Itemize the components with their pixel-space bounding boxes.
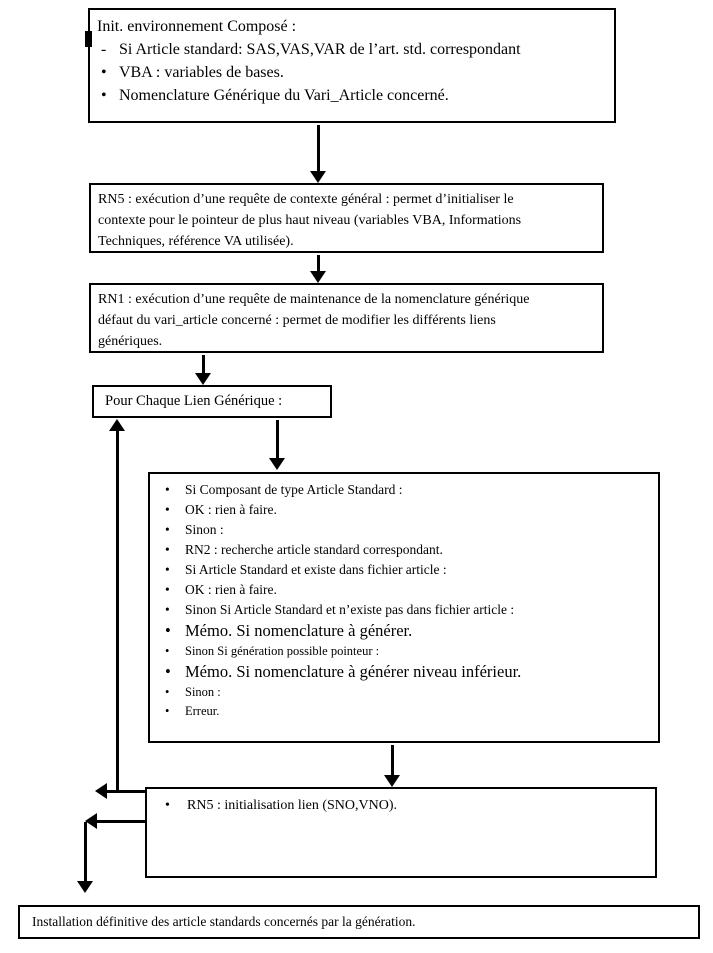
list-item [150,500,658,520]
list-item [150,683,658,702]
list-item-text: VBA : variables de bases. [119,64,284,81]
bullet-icon: • [165,522,170,537]
list-item [97,61,608,84]
border-tick-mark [85,31,92,47]
install-box-text: Installation définitive des article standards concernés par la génération. [32,914,416,929]
bullet-icon: • [165,582,170,597]
list-item [150,520,658,540]
list-item-text: Sinon Si Article Standard et n’existe pas dans fichier article : [185,602,515,617]
list-item [150,702,658,721]
connector-init-to-rn5ctx [317,125,320,172]
list-item [150,580,658,600]
list-item [97,38,608,61]
list-item-text: OK : rien à faire. [185,582,277,597]
bullet-icon: • [165,644,170,658]
text-line: RN1 : exécution d’une requête de maintenance de la nomenclature générique [98,292,530,307]
list-item-text: Si Composant de type Article Standard : [185,482,403,497]
bullet-icon: • [101,64,107,81]
list-item [150,600,658,620]
list-item-text: Si Article Standard et existe dans fichier article : [185,562,447,577]
loop-box-label: Pour Chaque Lien Générique : [105,393,283,409]
connector-loop-to-links [276,420,279,460]
arrowhead-down-icon [269,458,285,470]
list-item-text: Sinon : [185,522,224,537]
exit-horizontal-line [95,820,145,823]
exit-vertical-line [84,822,87,882]
rn5-context-box [89,183,604,253]
list-item [97,84,608,107]
bullet-icon: • [165,621,171,640]
bullet-icon: • [165,602,170,617]
bullet-icon: • [165,685,170,699]
list-item-text: Nomenclature Générique du Vari_Article concerné. [119,87,449,104]
bullet-icon: • [101,87,107,104]
list-item-text: Sinon : [185,685,221,699]
bullet-icon: • [165,662,171,681]
text-line: contexte pour le pointeur de plus haut niveau (variables VBA, Informations [98,213,522,228]
list-item-text: OK : rien à faire. [185,502,277,517]
link-processing-box [148,472,660,743]
box-title-row [97,15,608,38]
text-line: RN5 : exécution d’une requête de contexte général : permet d’initialiser le [98,192,514,207]
list-item-text: Mémo. Si nomenclature à générer niveau inférieur. [185,662,522,681]
list-item-text: Sinon Si génération possible pointeur : [185,644,380,658]
bullet-icon: • [165,542,170,557]
list-item [150,540,658,560]
list-item-text: RN5 : initialisation lien (SNO,VNO). [187,798,397,813]
for-each-link-box [92,385,332,418]
bullet-icon: • [165,798,170,813]
list-item-text: Erreur. [185,704,220,718]
final-installation-box [18,905,700,939]
arrowhead-down-icon [384,775,400,787]
loopback-vertical-line [116,430,119,793]
list-item [150,642,658,661]
text-line: génériques. [98,334,163,349]
arrowhead-down-icon [310,171,326,183]
bullet-icon: • [165,482,170,497]
text-line: défaut du vari_article concerné : permet de modifier les différents liens [98,313,496,328]
dash-bullet-icon: - [101,41,107,58]
text-line: Techniques, référence VA utilisée). [98,234,294,249]
rn1-maintenance-box [89,283,604,353]
arrowhead-down-icon [310,271,326,283]
list-item-text: RN2 : recherche article standard correspondant. [185,542,443,557]
list-item [150,560,658,580]
bullet-icon: • [165,704,170,718]
arrowhead-down-icon [77,881,93,893]
list-item-text: Si Article standard: SAS,VAS,VAR de l’art. std. correspondant [119,41,521,58]
connector-links-to-rn5init [391,745,394,778]
list-item [150,480,658,500]
list-item [150,661,658,683]
loopback-horizontal-line [106,790,145,793]
bullet-icon: • [165,502,170,517]
bullet-icon: • [165,562,170,577]
list-item-text: Mémo. Si nomenclature à générer. [185,621,413,640]
rn5-init-link-box [145,787,657,878]
init-environment-box [88,8,616,123]
list-item [150,620,658,642]
init-box-title: Init. environnement Composé : [97,18,297,35]
list-item [147,796,655,816]
arrowhead-down-icon [195,373,211,385]
